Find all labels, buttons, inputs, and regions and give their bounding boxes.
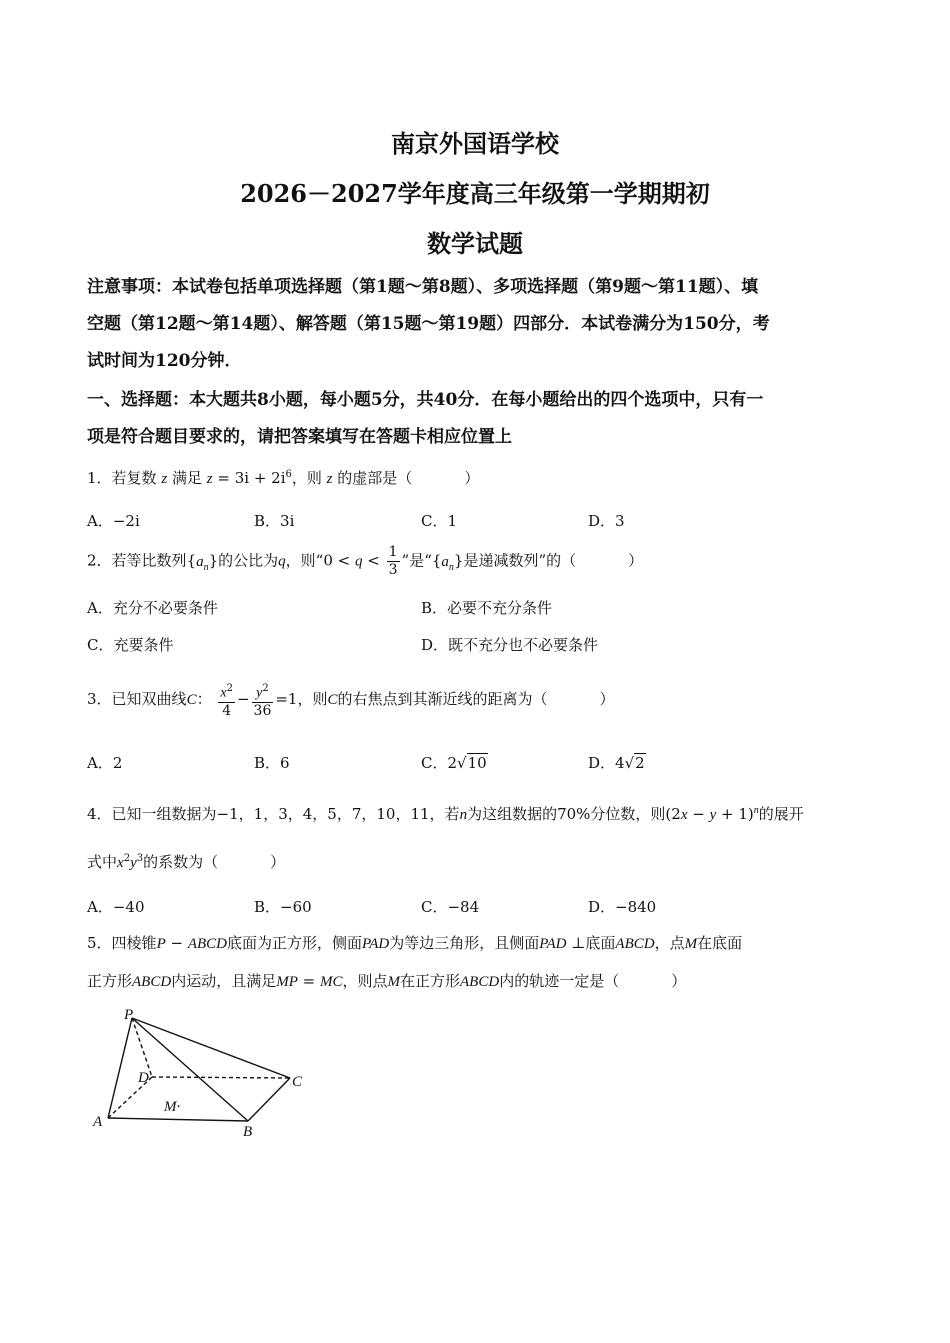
q1-option-a[interactable]: A．−2i <box>87 512 140 530</box>
q2-option-b[interactable]: B．必要不充分条件 <box>421 599 553 617</box>
label-a: A <box>93 1114 103 1130</box>
question-4-line-1: 4．已知一组数据为−1，1，3，4，5，7，10，11，若n为这组数据的70%分位数，则$(2x - y + 1)^n$的展开 <box>87 805 804 823</box>
section1-line-2: 项是符合题目要求的，请把答案填写在答题卡相应位置上 <box>87 427 512 447</box>
q4-option-b[interactable]: B．−60 <box>254 898 312 916</box>
question-1: 1．若复数 z 满足 $z = 3i + 2i^6$，则 z 的虚部是（ ） <box>87 469 480 487</box>
q3-option-b[interactable]: B．6 <box>254 754 290 772</box>
q2-option-a[interactable]: A．充分不必要条件 <box>87 599 218 617</box>
q2-option-d[interactable]: D．既不充分也不必要条件 <box>421 636 599 654</box>
notice-line-2: 空题（第12题～第14题）、解答题（第15题～第19题）四部分．本试卷满分为150分，考 <box>87 314 770 334</box>
q4-option-a[interactable]: A．−40 <box>87 898 145 916</box>
q1-option-c[interactable]: C．1 <box>421 512 458 530</box>
label-b: B <box>243 1124 253 1140</box>
q4-option-d[interactable]: D．−840 <box>588 898 657 916</box>
notice-line-1: 注意事项：本试卷包括单项选择题（第1题～第8题）、多项选择题（第9题～第11题）、填 <box>87 277 759 297</box>
section1-line-1: 一、选择题：本大题共8小题，每小题5分，共40分．在每小题给出的四个选项中，只有一 <box>87 390 764 410</box>
q3-option-c[interactable]: C．2√10 <box>421 754 487 772</box>
question-5-line-2: 正方形ABCD内运动，且满足MP = MC，则点M在正方形ABCD内的轨迹一定是（ ） <box>87 972 687 990</box>
q3-option-d[interactable]: D．4√2 <box>588 754 645 772</box>
q4-option-c[interactable]: C．−84 <box>421 898 480 916</box>
q1-option-b[interactable]: B．3i <box>254 512 295 530</box>
pyramid-figure <box>90 1005 320 1140</box>
question-2: 2．若等比数列$\{a_n\}$的公比为q，则“0 < q < $\frac{1}{3}$ ”是“$\{a_n\}$是递减数列”的（ ） <box>87 544 644 578</box>
q3-option-a[interactable]: A．2 <box>87 754 123 772</box>
label-m: M· <box>164 1099 181 1115</box>
label-c: C <box>292 1074 303 1090</box>
label-d: D <box>138 1070 149 1086</box>
label-p: P <box>124 1007 134 1023</box>
school-title: 南京外国语学校 <box>391 129 559 158</box>
question-4-line-2: 式中$x^2y^3$的系数为（ ） <box>87 853 286 871</box>
q1-option-d[interactable]: D．3 <box>588 512 625 530</box>
q2-option-c[interactable]: C．充要条件 <box>87 636 174 654</box>
term-title: 2026－2027学年度高三年级第一学期期初 <box>240 179 710 208</box>
subject-title: 数学试题 <box>427 229 523 258</box>
question-3: 3．已知双曲线C： $\frac{x^2}{4}$ − $\frac{y^2}{36}$ =1，则C的右焦点到其渐近线的距离为（ ） <box>87 680 615 720</box>
question-5-line-1: 5．四棱锥P − ABCD底面为正方形，侧面PAD为等边三角形，且侧面PAD ⊥底面ABCD，点M在底面 <box>87 934 743 952</box>
notice-line-3: 试时间为120分钟． <box>87 351 242 371</box>
